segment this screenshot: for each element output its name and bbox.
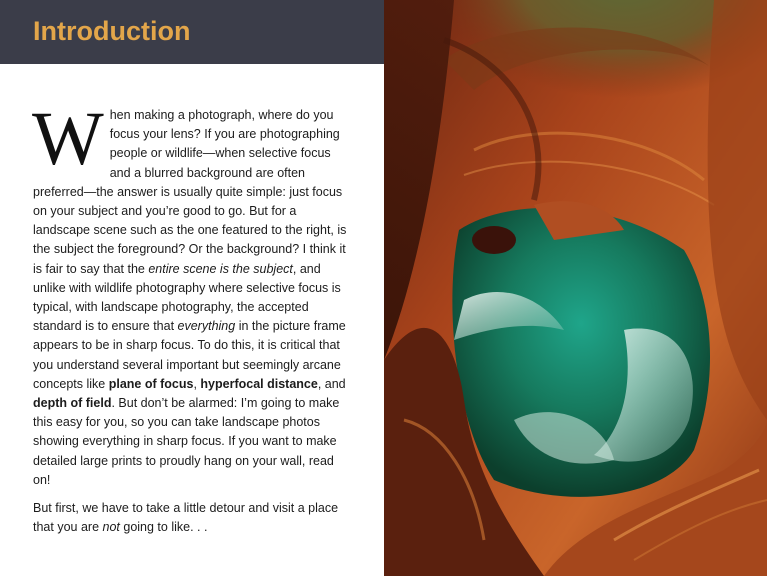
term-depth-of-field: depth of field <box>33 396 112 411</box>
emphasis-everything: everything <box>177 319 236 334</box>
drop-cap: W <box>32 97 104 181</box>
page-title: Introduction <box>33 16 191 46</box>
sea-cave-photo <box>384 0 767 576</box>
emphasis-entire-scene: entire scene is the subject <box>148 261 293 276</box>
sea-cave-illustration <box>384 0 767 576</box>
body-text <box>32 97 354 546</box>
term-plane-of-focus: plane of focus <box>108 376 194 391</box>
paragraph-intro: When making a photograph, where do you focus your lens? If you are photographing people or wildlife—when selective focus and a blurred background are often preferred—the answer is usually quite simple: just focus on your subject and you’re good to go. But for a landscape scene such as the one featured to the right, is the subject the foreground? Or the background? I think it is fair to say that the entire scene is the subject, and unlike with wildlife photography where selective focus is typical, with landscape photography, the accepted standard is to ensure that everything in the picture frame appears to be in sharp focus. To do this, it is critical that you understand several important but seemingly arcane concepts like plane of focus, hyperfocal distance, and depth of field. But don’t be alarmed: I’m going to make this easy for you, so you can take landscape photos showing everything in sharp focus. If you want to make detailed large prints to proudly hang on your wall, read on! <box>32 97 347 487</box>
emphasis-not: not <box>102 520 120 535</box>
header-bar <box>0 0 384 64</box>
term-hyperfocal-distance: hyperfocal distance <box>200 376 318 391</box>
paragraph-detour: But first, we have to take a little detour and visit a place that you are not going to like. . . <box>33 501 339 535</box>
